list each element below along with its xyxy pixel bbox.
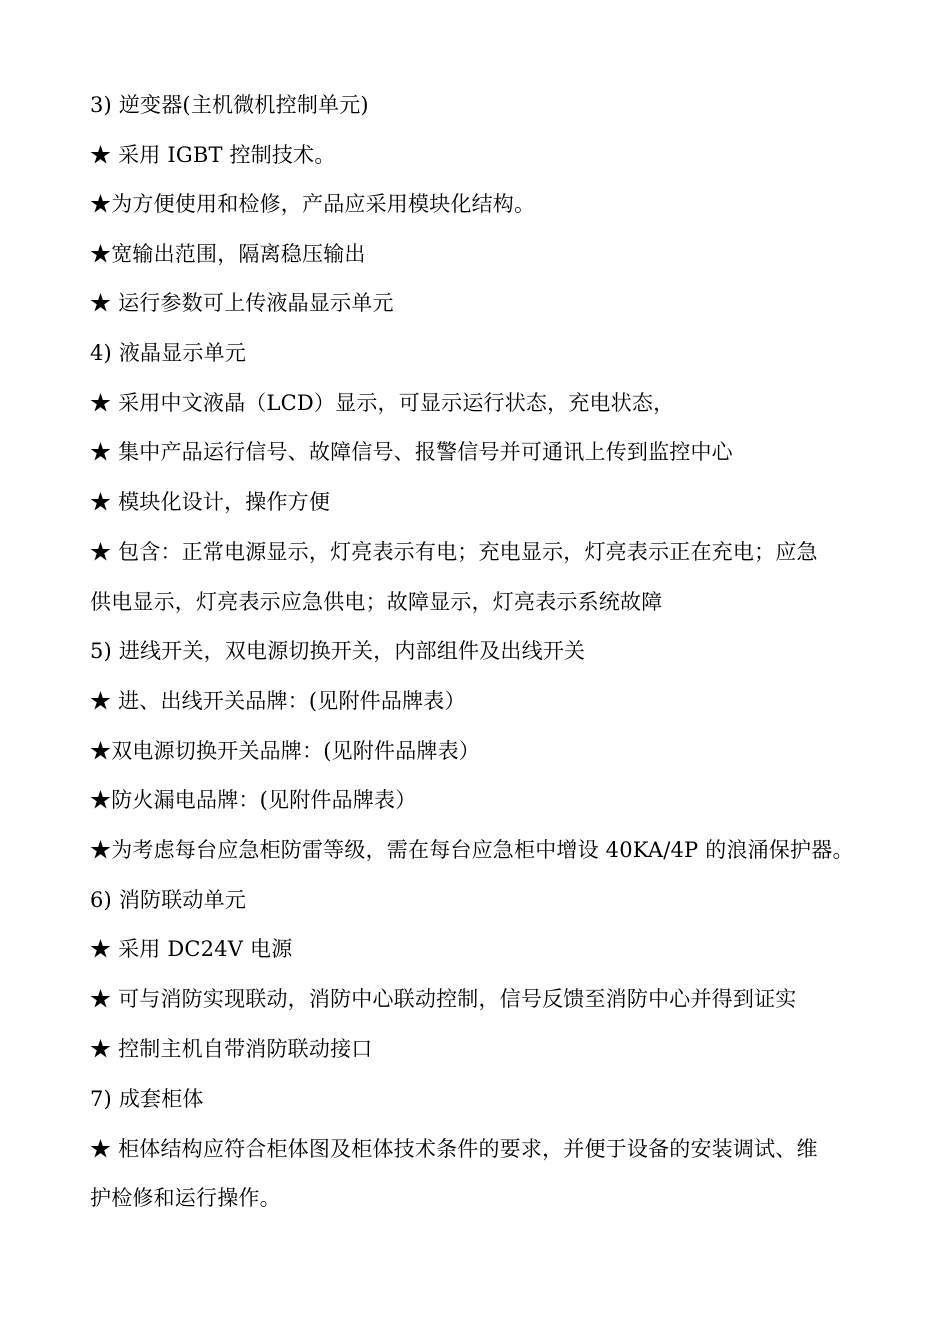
bullet-indicator-list: ★ 包含：正常电源显示，灯亮表示有电；充电显示，灯亮表示正在充电；应急 [90, 540, 818, 564]
section-heading-inverter: 3) 逆变器(主机微机控制单元) [90, 93, 369, 117]
bullet-wide-output: ★宽输出范围，隔离稳压输出 [90, 242, 366, 266]
section-heading-fire-linkage: 6) 消防联动单元 [90, 888, 247, 912]
bullet-modular-design: ★ 模块化设计，操作方便 [90, 490, 331, 514]
bullet-linkage-interface: ★ 控制主机自带消防联动接口 [90, 1037, 373, 1061]
section-heading-cabinet: 7) 成套柜体 [90, 1087, 204, 1111]
bullet-igbt-control: ★ 采用 IGBT 控制技术。 [90, 143, 336, 167]
bullet-cabinet-structure-continued: 护检修和运行操作。 [90, 1186, 281, 1210]
bullet-signal-collection: ★ 集中产品运行信号、故障信号、报警信号并可通讯上传到监控中心 [90, 440, 733, 464]
section-heading-lcd: 4) 液晶显示单元 [90, 341, 247, 365]
bullet-fire-center-linkage: ★ 可与消防实现联动，消防中心联动控制，信号反馈至消防中心并得到证实 [90, 987, 797, 1011]
bullet-switch-brand: ★ 进、出线开关品牌：(见附件品牌表） [90, 689, 466, 713]
bullet-fire-leakage-brand: ★防火漏电品牌：(见附件品牌表） [90, 788, 417, 812]
bullet-indicator-list-continued: 供电显示，灯亮表示应急供电；故障显示，灯亮表示系统故障 [90, 590, 663, 614]
bullet-parameter-upload: ★ 运行参数可上传液晶显示单元 [90, 291, 394, 315]
bullet-dual-power-brand: ★双电源切换开关品牌：(见附件品牌表） [90, 739, 480, 763]
bullet-chinese-lcd: ★ 采用中文液晶（LCD）显示，可显示运行状态，充电状态， [90, 391, 675, 415]
section-heading-switches: 5) 进线开关，双电源切换开关，内部组件及出线开关 [90, 639, 586, 663]
bullet-cabinet-structure: ★ 柜体结构应符合柜体图及柜体技术条件的要求，并便于设备的安装调试、维 [90, 1137, 818, 1161]
bullet-dc24v-power: ★ 采用 DC24V 电源 [90, 937, 293, 961]
bullet-modular-structure: ★为方便使用和检修，产品应采用模块化结构。 [90, 192, 536, 216]
bullet-surge-protector: ★为考虑每台应急柜防雷等级，需在每台应急柜中增设 40KA/4P 的浪涌保护器。 [90, 838, 854, 862]
